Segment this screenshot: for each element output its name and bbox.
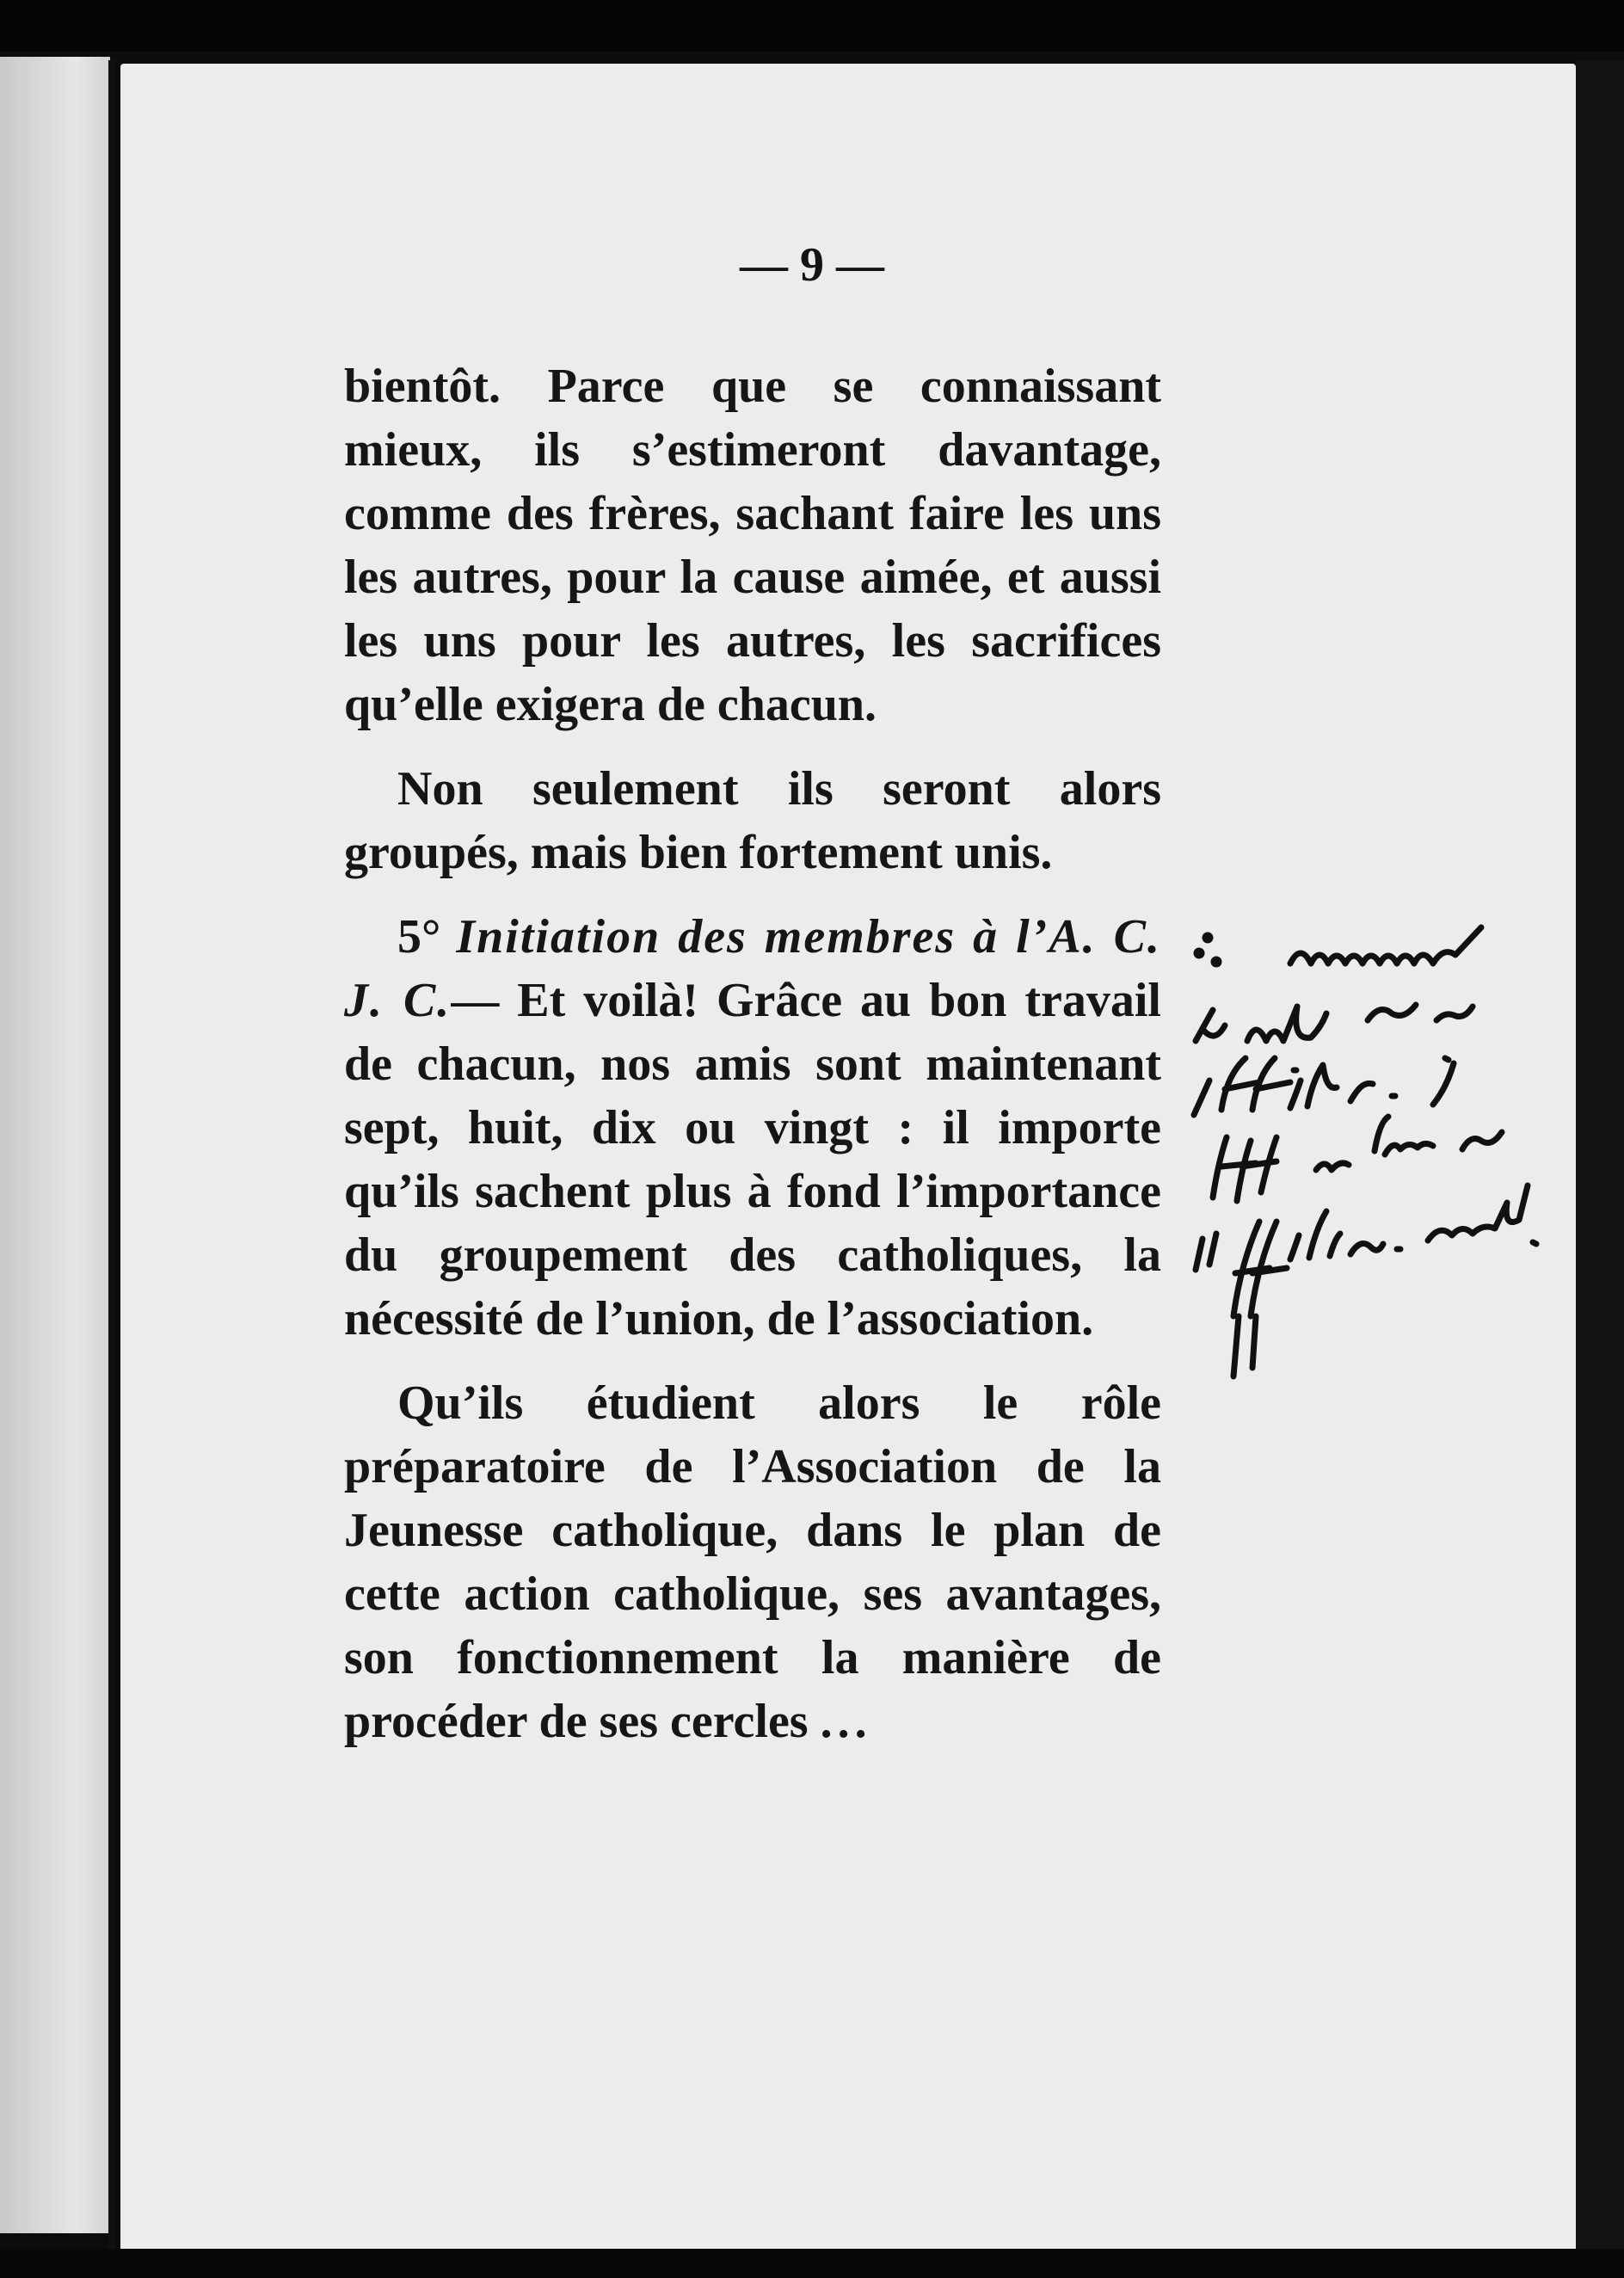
- body-text: [344, 354, 1161, 1753]
- section-heading: Initiation des membres à l’A. C. J. C.: [344, 910, 1161, 1027]
- ellipsis: ...: [820, 1695, 872, 1748]
- book-spine: [108, 60, 115, 2263]
- annotation-text: ∴ commencer le cercle sans l’affilier. Si tout va bien on l’affilie ensuite: [1187, 1389, 1218, 1390]
- paragraph-2: Non seulement ils seront alors groupés, mais bien fortement unis.: [344, 762, 1161, 879]
- paragraph-1: bientôt. Parce que se connaissant mieux, ils s’estimeront davantage, comme des frères, sachant faire les uns les autres, pour la cause aimée, et aussi les uns pour les autres, les sacrifices qu’elle exigera de chacun.: [344, 360, 1161, 731]
- page-number: — 9 —: [740, 238, 884, 292]
- scan-bottom-border: [0, 2249, 1624, 2278]
- section-number: 5°: [397, 910, 457, 964]
- facing-page-edge: [0, 57, 110, 2233]
- handwritten-annotation: [1187, 912, 1566, 1394]
- paragraph-4: [344, 1371, 1161, 1753]
- handwritten-annotation-drawing: [1187, 912, 1566, 1394]
- paragraph-3-text: — Et voilà! Grâce au bon travail de chacun, nos amis sont maintenant sept, huit, dix ou vingt : il importe qu’ils sachent plus à fond l’importance du groupement des catholiques, la nécessité de l’union, de l’association.: [344, 974, 1161, 1345]
- paragraph-4-text: Qu’ils étudient alors le rôle préparatoire de l’Association de la Jeunesse catholique, dans le plan de cette action catholique, ses avantages, son fonctionnement la manière de procéder de ses cercles: [344, 1376, 1161, 1748]
- paragraph-3: [344, 905, 1161, 1351]
- scan-top-border: [0, 0, 1624, 52]
- scan-right-border: [1576, 60, 1624, 2278]
